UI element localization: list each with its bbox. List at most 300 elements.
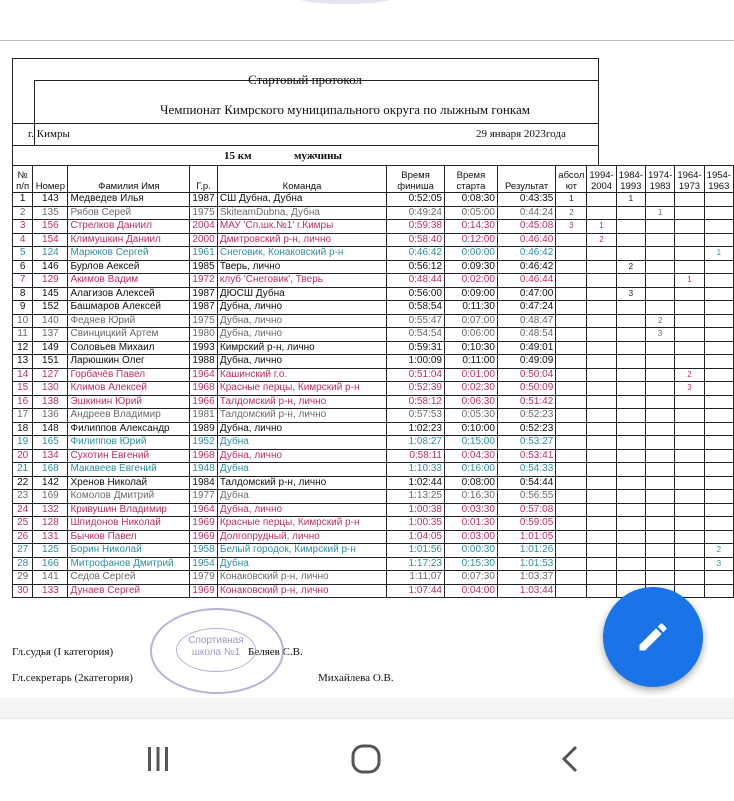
- row-abs: [556, 544, 587, 558]
- table-row: [13, 220, 734, 234]
- table-row: [13, 206, 734, 220]
- row-result: 0:46:42: [497, 260, 555, 274]
- row-abs: [556, 436, 587, 450]
- row-start: 0:08:00: [444, 476, 497, 490]
- row-start: 0:10:00: [444, 422, 497, 436]
- row-result: 0:46:44: [497, 274, 555, 288]
- row-team: Кимрский р-н, лично: [217, 341, 386, 355]
- doc-date: 29 января 2023года: [476, 128, 566, 140]
- row-num: 17: [13, 409, 33, 423]
- col-name: Фамилия Имя: [68, 166, 190, 193]
- row-cat3: [646, 233, 675, 247]
- table-row: [13, 530, 734, 544]
- row-team: Дубна, лично: [217, 328, 386, 342]
- table-row: [13, 382, 734, 396]
- table-row: [13, 503, 734, 517]
- frame-line: [12, 145, 598, 146]
- row-abs: [556, 247, 587, 261]
- row-result: 0:59:05: [497, 517, 555, 531]
- row-result: 0:45:08: [497, 220, 555, 234]
- row-cat1: [587, 422, 616, 436]
- row-name: Комолов Дмитрий: [68, 490, 190, 504]
- row-bib: 141: [33, 571, 68, 585]
- col-cat2: 1984- 1993: [616, 166, 645, 193]
- row-cat5: [704, 314, 733, 328]
- row-cat2: [616, 557, 645, 571]
- table-row: [13, 247, 734, 261]
- row-name: Горбачёв Павел: [68, 368, 190, 382]
- row-cat1: [587, 301, 616, 315]
- row-cat4: [675, 233, 704, 247]
- table-row: [13, 233, 734, 247]
- row-start: 0:02:00: [444, 274, 497, 288]
- row-team: Дубна: [217, 463, 386, 477]
- row-year: 1987: [190, 287, 218, 301]
- row-result: 0:47:24: [497, 301, 555, 315]
- table-row: [13, 355, 734, 369]
- row-name: Бурлов Аексей: [68, 260, 190, 274]
- row-cat2: [616, 328, 645, 342]
- row-name: Климушкин Даниил: [68, 233, 190, 247]
- row-num: 9: [13, 301, 33, 315]
- row-start: 0:09:00: [444, 287, 497, 301]
- row-cat4: [675, 247, 704, 261]
- row-team: МАУ 'Сп.шк.№1' г.Кимры: [217, 220, 386, 234]
- row-name: Дунаев Сергей: [68, 584, 190, 598]
- table-row: [13, 368, 734, 382]
- row-finish: 1:08:27: [387, 436, 445, 450]
- row-finish: 0:57:53: [387, 409, 445, 423]
- row-year: 1979: [190, 571, 218, 585]
- row-abs: 2: [556, 206, 587, 220]
- row-start: 0:04:00: [444, 584, 497, 598]
- row-cat3: [646, 193, 675, 207]
- table-row: [13, 409, 734, 423]
- row-abs: [556, 530, 587, 544]
- row-team: Дубна, лично: [217, 503, 386, 517]
- row-cat2: [616, 274, 645, 288]
- row-num: 8: [13, 287, 33, 301]
- table-row: [13, 463, 734, 477]
- row-cat3: [646, 476, 675, 490]
- row-bib: 166: [33, 557, 68, 571]
- row-cat2: [616, 233, 645, 247]
- row-start: 0:00:30: [444, 544, 497, 558]
- row-team: Красные перцы, Кимрский р-н: [217, 382, 386, 396]
- row-abs: [556, 571, 587, 585]
- row-cat4: [675, 287, 704, 301]
- row-team: Кашинский г.о.: [217, 368, 386, 382]
- row-result: 0:53:41: [497, 449, 555, 463]
- row-num: 16: [13, 395, 33, 409]
- row-num: 12: [13, 341, 33, 355]
- row-start: 0:10:30: [444, 341, 497, 355]
- col-cat3: 1974- 1983: [646, 166, 675, 193]
- row-start: 0:07:00: [444, 314, 497, 328]
- row-finish: 1:02:23: [387, 422, 445, 436]
- recent-apps-button[interactable]: [128, 739, 188, 779]
- row-bib: 143: [33, 193, 68, 207]
- row-num: 26: [13, 530, 33, 544]
- row-result: 0:50:04: [497, 368, 555, 382]
- row-num: 4: [13, 233, 33, 247]
- row-cat4: [675, 301, 704, 315]
- row-cat2: [616, 463, 645, 477]
- row-team: Дубна: [217, 490, 386, 504]
- row-result: 0:50:09: [497, 382, 555, 396]
- row-cat4: [675, 395, 704, 409]
- col-cat1: 1994- 2004: [587, 166, 616, 193]
- table-row: [13, 193, 734, 207]
- row-finish: 1:01:56: [387, 544, 445, 558]
- row-cat3: [646, 395, 675, 409]
- table-row: [13, 476, 734, 490]
- row-finish: 1:02:44: [387, 476, 445, 490]
- row-start: 0:07:30: [444, 571, 497, 585]
- row-start: 0:01:30: [444, 517, 497, 531]
- row-name: Башмаров Алексей: [68, 301, 190, 315]
- row-cat3: [646, 382, 675, 396]
- row-result: 0:49:09: [497, 355, 555, 369]
- stamp-text: Спортивная школа №1: [176, 628, 256, 672]
- row-year: 1975: [190, 314, 218, 328]
- row-cat2: [616, 436, 645, 450]
- row-cat1: [587, 557, 616, 571]
- row-year: 1987: [190, 193, 218, 207]
- row-cat3: [646, 409, 675, 423]
- row-result: 1:01:53: [497, 557, 555, 571]
- row-bib: 124: [33, 247, 68, 261]
- table-body: [13, 193, 734, 598]
- table-row: [13, 341, 734, 355]
- row-team: СШ Дубна, Дубна: [217, 193, 386, 207]
- row-result: 0:47:00: [497, 287, 555, 301]
- row-num: 30: [13, 584, 33, 598]
- row-cat1: [587, 463, 616, 477]
- frame-line: [12, 123, 598, 124]
- row-cat3: [646, 449, 675, 463]
- row-result: 0:52:23: [497, 409, 555, 423]
- row-cat3: 3: [646, 328, 675, 342]
- row-cat3: [646, 355, 675, 369]
- row-finish: 0:51:04: [387, 368, 445, 382]
- table-row: [13, 490, 734, 504]
- table-row: [13, 274, 734, 288]
- row-cat4: 3: [675, 382, 704, 396]
- row-num: 24: [13, 503, 33, 517]
- row-name: Макавеев Евгений: [68, 463, 190, 477]
- row-cat3: [646, 503, 675, 517]
- row-cat5: [704, 422, 733, 436]
- row-cat4: 1: [675, 274, 704, 288]
- row-name: Соловьев Михаил: [68, 341, 190, 355]
- row-bib: 168: [33, 463, 68, 477]
- table-row: [13, 395, 734, 409]
- row-year: 1980: [190, 328, 218, 342]
- row-abs: [556, 341, 587, 355]
- row-name: Кривушин Владимир: [68, 503, 190, 517]
- row-bib: 132: [33, 503, 68, 517]
- row-team: Дубна: [217, 436, 386, 450]
- row-year: 1977: [190, 490, 218, 504]
- row-cat5: [704, 463, 733, 477]
- row-cat5: [704, 220, 733, 234]
- row-abs: [556, 368, 587, 382]
- row-year: 1948: [190, 463, 218, 477]
- back-button[interactable]: [540, 739, 600, 779]
- row-cat5: [704, 409, 733, 423]
- row-cat4: [675, 503, 704, 517]
- row-abs: [556, 274, 587, 288]
- row-abs: [556, 584, 587, 598]
- col-cat4: 1964- 1973: [675, 166, 704, 193]
- row-year: 1975: [190, 206, 218, 220]
- row-start: 0:16:30: [444, 490, 497, 504]
- row-cat1: [587, 274, 616, 288]
- row-cat2: [616, 220, 645, 234]
- row-abs: [556, 490, 587, 504]
- row-cat1: [587, 260, 616, 274]
- row-finish: 1:07:44: [387, 584, 445, 598]
- row-team: Красные перцы, Кимрский р-н: [217, 517, 386, 531]
- row-cat1: [587, 409, 616, 423]
- row-name: Федяев Юрий: [68, 314, 190, 328]
- row-bib: 130: [33, 382, 68, 396]
- row-finish: 0:52:39: [387, 382, 445, 396]
- row-finish: 1:10:33: [387, 463, 445, 477]
- col-finish: Время финиша: [387, 166, 445, 193]
- row-cat3: [646, 436, 675, 450]
- row-start: 0:03:30: [444, 503, 497, 517]
- row-start: 0:15:00: [444, 436, 497, 450]
- row-result: 0:43:35: [497, 193, 555, 207]
- row-team: Тверь, лично: [217, 260, 386, 274]
- row-num: 22: [13, 476, 33, 490]
- row-bib: 131: [33, 530, 68, 544]
- row-cat5: [704, 260, 733, 274]
- col-num: № п/п: [13, 166, 33, 193]
- row-cat1: [587, 193, 616, 207]
- row-abs: [556, 260, 587, 274]
- row-cat3: [646, 530, 675, 544]
- row-cat2: [616, 368, 645, 382]
- row-team: Дмитровский р-н, лично: [217, 233, 386, 247]
- row-name: Климов Алексей: [68, 382, 190, 396]
- row-team: Снеговик, Конаковский р-н: [217, 247, 386, 261]
- row-cat4: [675, 328, 704, 342]
- row-start: 0:06:00: [444, 328, 497, 342]
- row-cat1: [587, 571, 616, 585]
- secretary-label: Гл.секретарь (2категория): [12, 672, 133, 684]
- table-row: [13, 557, 734, 571]
- row-result: 0:52:23: [497, 422, 555, 436]
- row-cat1: 2: [587, 233, 616, 247]
- row-cat3: 1: [646, 206, 675, 220]
- row-cat1: [587, 287, 616, 301]
- row-bib: 146: [33, 260, 68, 274]
- row-num: 5: [13, 247, 33, 261]
- row-abs: [556, 328, 587, 342]
- row-cat4: [675, 557, 704, 571]
- row-num: 7: [13, 274, 33, 288]
- row-cat3: [646, 517, 675, 531]
- row-num: 21: [13, 463, 33, 477]
- row-num: 11: [13, 328, 33, 342]
- row-name: Филиппов Юрий: [68, 436, 190, 450]
- row-team: Талдомский р-н, лично: [217, 476, 386, 490]
- row-num: 6: [13, 260, 33, 274]
- row-result: 0:46:40: [497, 233, 555, 247]
- table-row: [13, 328, 734, 342]
- home-button[interactable]: [336, 739, 396, 779]
- row-result: 0:51:42: [497, 395, 555, 409]
- edit-fab-button[interactable]: [603, 587, 703, 687]
- row-cat3: [646, 287, 675, 301]
- row-year: 1985: [190, 260, 218, 274]
- row-year: 1966: [190, 395, 218, 409]
- row-num: 15: [13, 382, 33, 396]
- row-cat5: [704, 328, 733, 342]
- row-num: 18: [13, 422, 33, 436]
- row-result: 1:03:44: [497, 584, 555, 598]
- row-cat1: [587, 382, 616, 396]
- row-team: Талдомский р-н, лично: [217, 395, 386, 409]
- row-team: Конаковский р-н, лично: [217, 584, 386, 598]
- row-abs: [556, 409, 587, 423]
- row-cat2: [616, 517, 645, 531]
- row-cat4: [675, 571, 704, 585]
- doc-gender: мужчины: [294, 150, 343, 162]
- row-name: Медведев Илья: [68, 193, 190, 207]
- row-year: 1993: [190, 341, 218, 355]
- android-nav-bar: [0, 718, 734, 801]
- row-name: Шпидонов Николай: [68, 517, 190, 531]
- row-team: Дубна, лично: [217, 422, 386, 436]
- doc-subtitle: Чемпионат Кимрского муниципального округа по лыжным гонкам: [160, 102, 530, 117]
- row-cat3: [646, 274, 675, 288]
- row-bib: 129: [33, 274, 68, 288]
- row-cat4: [675, 314, 704, 328]
- row-cat4: 2: [675, 368, 704, 382]
- row-cat1: [587, 355, 616, 369]
- row-cat2: [616, 544, 645, 558]
- row-cat5: [704, 436, 733, 450]
- frame-line: [12, 58, 598, 59]
- row-start: 0:12:00: [444, 233, 497, 247]
- row-cat5: [704, 193, 733, 207]
- row-name: Митрофанов Дмитрий: [68, 557, 190, 571]
- table-header-row: [13, 166, 734, 193]
- row-name: Хренов Николай: [68, 476, 190, 490]
- row-name: Седов Сергей: [68, 571, 190, 585]
- row-bib: 154: [33, 233, 68, 247]
- row-cat2: [616, 395, 645, 409]
- row-cat1: [587, 395, 616, 409]
- row-num: 2: [13, 206, 33, 220]
- row-name: Сухотин Евгений: [68, 449, 190, 463]
- doc-city: г. Кимры: [28, 128, 70, 140]
- official-stamp: [150, 608, 284, 694]
- row-start: 0:01:00: [444, 368, 497, 382]
- col-bib: Номер: [33, 166, 68, 193]
- row-cat3: [646, 463, 675, 477]
- row-team: Талдомский р-н, лично: [217, 409, 386, 423]
- row-start: 0:05:30: [444, 409, 497, 423]
- row-cat3: [646, 341, 675, 355]
- row-team: Дубна: [217, 557, 386, 571]
- col-abs: абсол ют: [556, 166, 587, 193]
- table-row: [13, 287, 734, 301]
- row-finish: 0:46:42: [387, 247, 445, 261]
- row-cat4: [675, 517, 704, 531]
- edit-pencil-icon: [635, 619, 671, 655]
- row-cat5: [704, 382, 733, 396]
- row-finish: 0:56:00: [387, 287, 445, 301]
- row-bib: 151: [33, 355, 68, 369]
- row-finish: 0:56:12: [387, 260, 445, 274]
- row-result: 0:57:08: [497, 503, 555, 517]
- back-icon: [540, 739, 600, 779]
- table-row: [13, 449, 734, 463]
- row-year: 1972: [190, 274, 218, 288]
- row-name: Свинцицкий Артем: [68, 328, 190, 342]
- row-cat3: [646, 571, 675, 585]
- row-num: 1: [13, 193, 33, 207]
- row-bib: 140: [33, 314, 68, 328]
- row-cat4: [675, 449, 704, 463]
- row-bib: 134: [33, 449, 68, 463]
- row-cat5: 3: [704, 557, 733, 571]
- row-num: 20: [13, 449, 33, 463]
- row-finish: 0:58:11: [387, 449, 445, 463]
- row-result: 0:48:47: [497, 314, 555, 328]
- col-start: Время старта: [444, 166, 497, 193]
- row-name: Эшкинин Юрий: [68, 395, 190, 409]
- col-result: Результат: [497, 166, 555, 193]
- row-finish: 0:54:54: [387, 328, 445, 342]
- col-team: Команда: [217, 166, 386, 193]
- row-team: клуб 'Снеговик', Тверь: [217, 274, 386, 288]
- row-year: 1968: [190, 449, 218, 463]
- row-abs: [556, 395, 587, 409]
- row-num: 14: [13, 368, 33, 382]
- row-abs: [556, 355, 587, 369]
- row-year: 1969: [190, 530, 218, 544]
- row-cat3: 2: [646, 314, 675, 328]
- row-abs: [556, 301, 587, 315]
- row-cat4: [675, 341, 704, 355]
- row-cat2: [616, 409, 645, 423]
- row-abs: [556, 287, 587, 301]
- row-finish: 1:00:09: [387, 355, 445, 369]
- row-result: 1:01:26: [497, 544, 555, 558]
- row-cat2: [616, 247, 645, 261]
- row-cat1: [587, 328, 616, 342]
- row-cat1: [587, 490, 616, 504]
- row-num: 29: [13, 571, 33, 585]
- row-team: Белый городок, Кимрский р-н: [217, 544, 386, 558]
- row-cat4: [675, 409, 704, 423]
- row-cat1: 1: [587, 220, 616, 234]
- table-row: [13, 260, 734, 274]
- row-cat4: [675, 490, 704, 504]
- row-cat2: 3: [616, 287, 645, 301]
- row-finish: 0:55:47: [387, 314, 445, 328]
- row-cat5: 2: [704, 544, 733, 558]
- row-year: 1987: [190, 301, 218, 315]
- row-start: 0:14:30: [444, 220, 497, 234]
- row-abs: [556, 517, 587, 531]
